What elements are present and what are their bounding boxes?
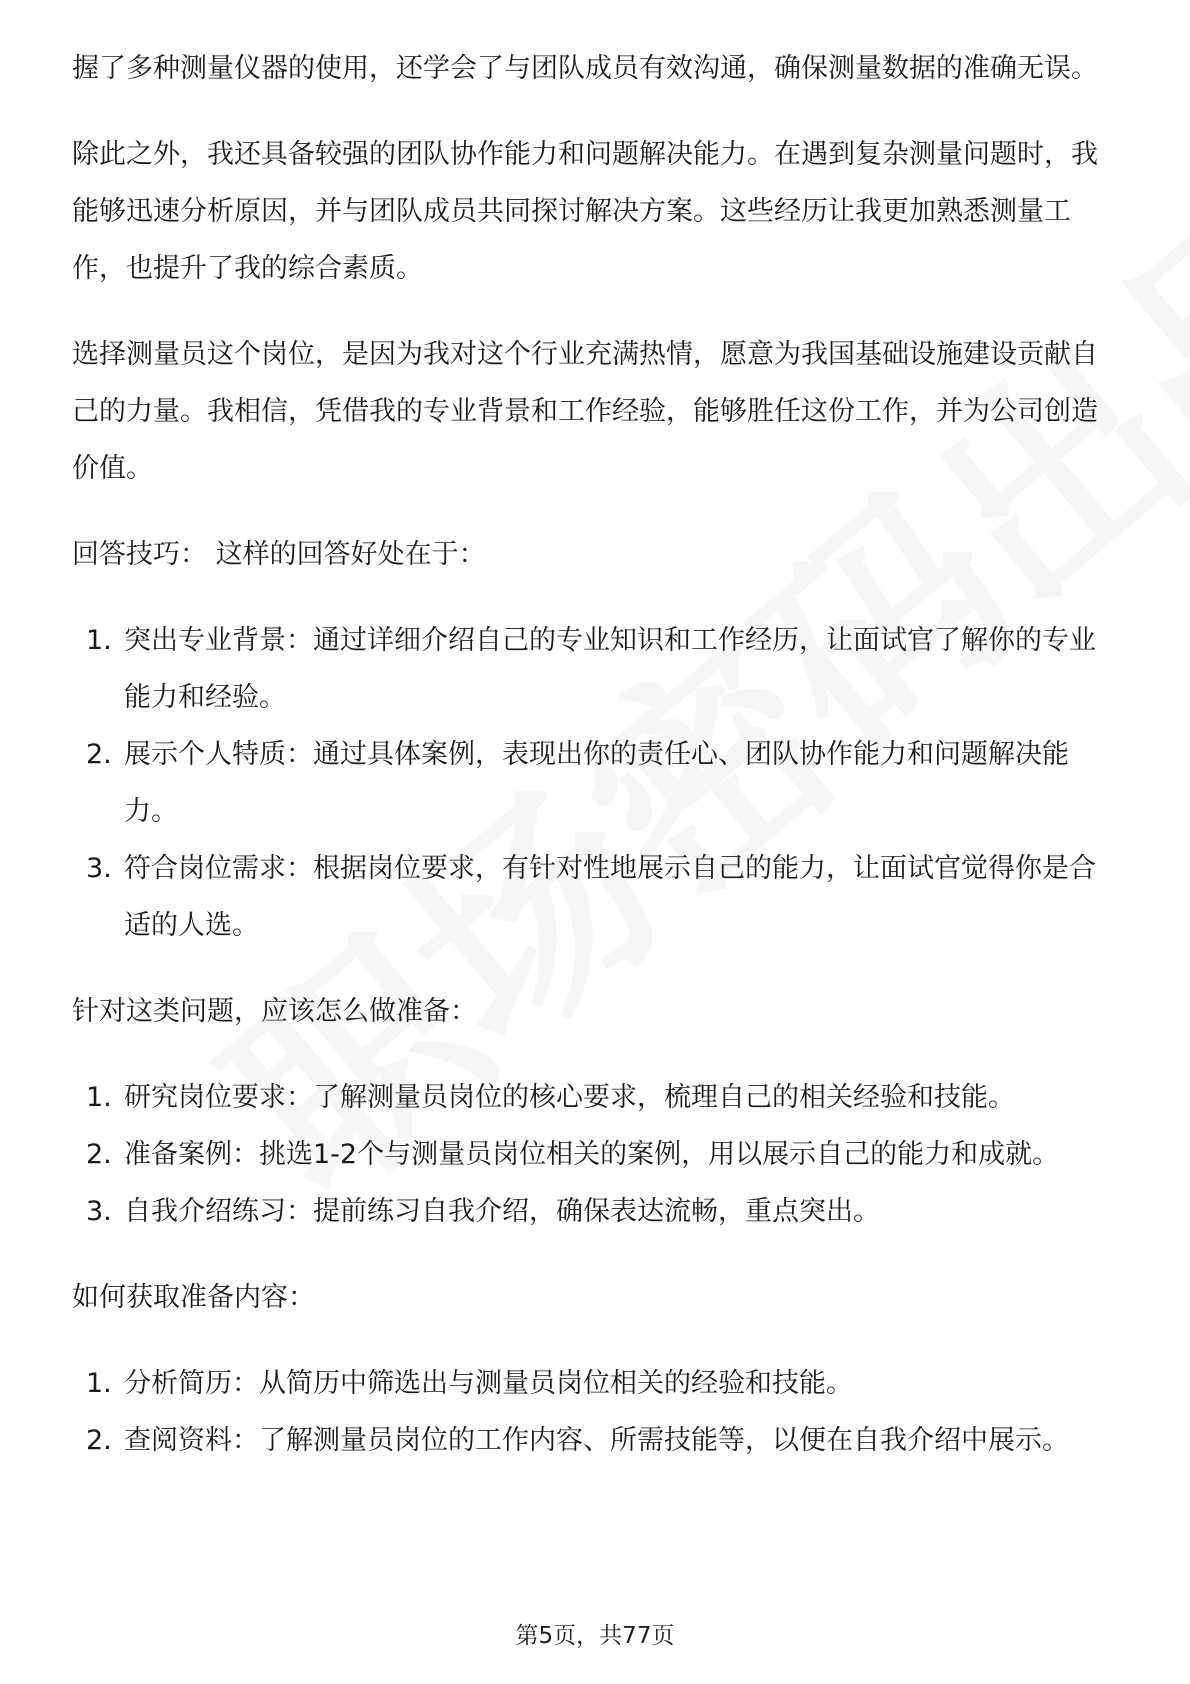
list-number: 3. <box>86 853 112 884</box>
list-number: 1. <box>86 1368 112 1399</box>
prepare-list <box>72 1069 1118 1240</box>
list-item-text: 研究岗位要求：了解测量员岗位的核心要求，梳理自己的相关经验和技能。 <box>124 1082 1015 1113</box>
sources-heading: 如何获取准备内容： <box>72 1282 315 1313</box>
list-number: 1. <box>86 625 112 656</box>
list-item <box>72 612 1118 726</box>
list-number: 1. <box>86 1082 112 1113</box>
list-item-text: 突出专业背景：通过详细介绍自己的专业知识和工作经历，让面试官了解你的专业能力和经验。 <box>124 625 1096 713</box>
list-number: 2. <box>86 739 112 770</box>
page-content <box>72 40 1118 1498</box>
prepare-heading: 针对这类问题，应该怎么做准备： <box>72 996 477 1027</box>
list-item <box>72 840 1118 954</box>
list-number: 3. <box>86 1196 112 1227</box>
list-item <box>72 1126 1118 1183</box>
list-item <box>72 726 1118 840</box>
list-item-text: 准备案例：挑选1-2个与测量员岗位相关的案例，用以展示自己的能力和成就。 <box>124 1139 1060 1170</box>
paragraph-motivation: 选择测量员这个岗位，是因为我对这个行业充满热情，愿意为我国基础设施建设贡献自己的力量。我相信，凭借我的专业背景和工作经验，能够胜任这份工作，并为公司创造价值。 <box>72 339 1098 484</box>
list-item-text: 分析简历：从简历中筛选出与测量员岗位相关的经验和技能。 <box>124 1368 853 1399</box>
list-item-text: 符合岗位需求：根据岗位要求，有针对性地展示自己的能力，让面试官觉得你是合适的人选。 <box>124 853 1096 941</box>
list-item <box>72 1069 1118 1126</box>
list-item <box>72 1355 1118 1412</box>
tips-heading: 回答技巧： 这样的回答好处在于： <box>72 539 486 570</box>
page-number: 第5页，共77页 <box>515 1623 675 1649</box>
list-item-text: 自我介绍练习：提前练习自我介绍，确保表达流畅，重点突出。 <box>124 1196 880 1227</box>
list-number: 2. <box>86 1425 112 1456</box>
list-item <box>72 1183 1118 1240</box>
list-item-text: 查阅资料：了解测量员岗位的工作内容、所需技能等，以便在自我介绍中展示。 <box>124 1425 1069 1456</box>
paragraph-teamwork: 除此之外，我还具备较强的团队协作能力和问题解决能力。在遇到复杂测量问题时，我能够迅速分析原因，并与团队成员共同探讨解决方案。这些经历让我更加熟悉测量工作，也提升了我的综合素质。 <box>72 139 1098 284</box>
sources-list <box>72 1355 1118 1469</box>
list-number: 2. <box>86 1139 112 1170</box>
list-item <box>72 1412 1118 1469</box>
list-item-text: 展示个人特质：通过具体案例，表现出你的责任心、团队协作能力和问题解决能力。 <box>124 739 1069 827</box>
tips-list <box>72 612 1118 954</box>
paragraph-experience: 握了多种测量仪器的使用，还学会了与团队成员有效沟通，确保测量数据的准确无误。 <box>72 53 1098 84</box>
